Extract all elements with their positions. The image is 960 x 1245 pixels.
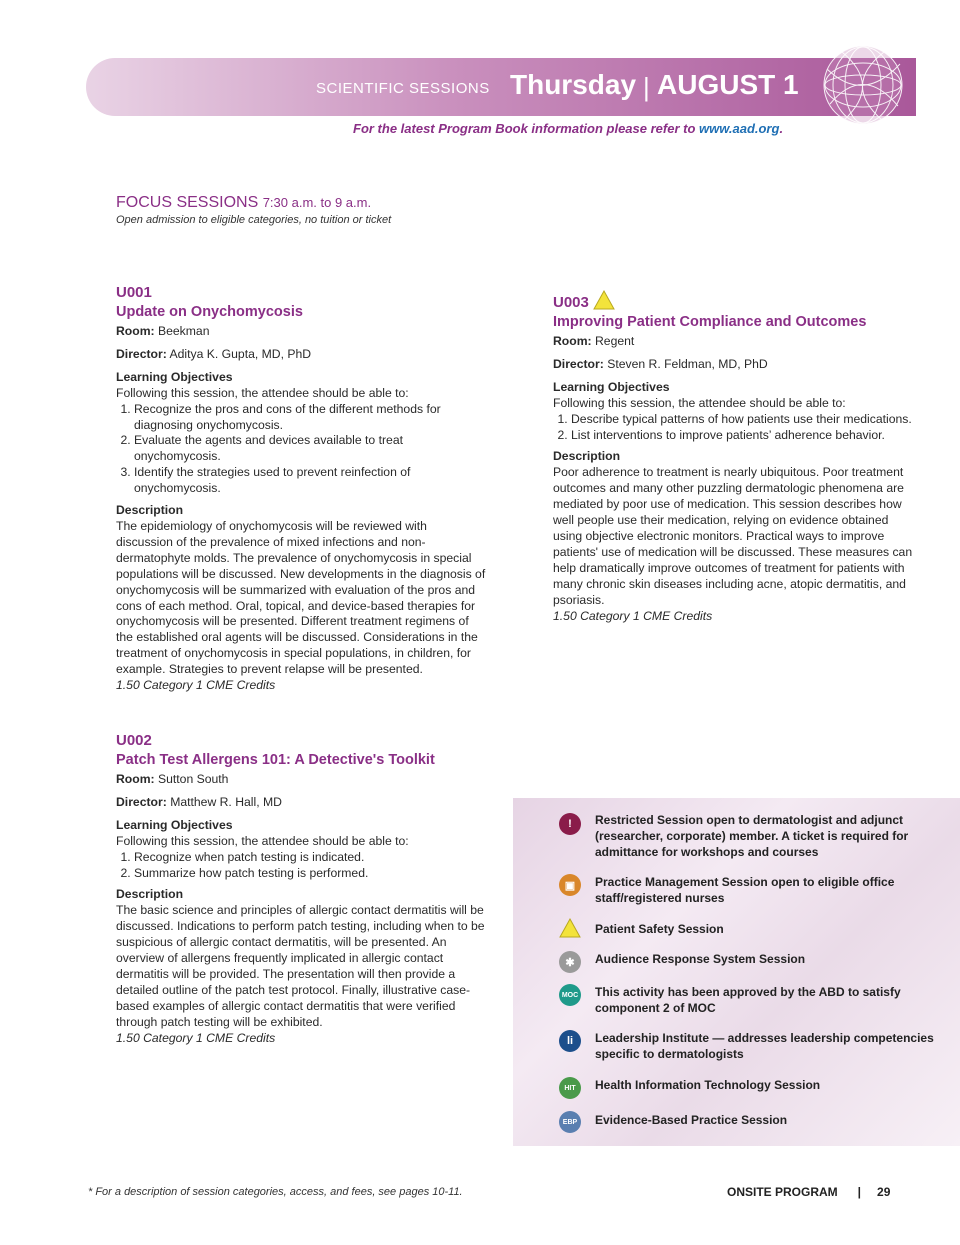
session-title: Update on Onychomycosis — [116, 304, 303, 320]
patient-safety-icon — [593, 290, 615, 310]
session-credits: 1.50 Category 1 CME Credits — [116, 1030, 276, 1045]
session-code: U003 — [553, 290, 919, 312]
description-heading: Description — [116, 887, 184, 902]
objectives-heading: Learning Objectives — [116, 817, 233, 832]
objectives-list — [116, 402, 486, 497]
session-credits: 1.50 Category 1 CME Credits — [553, 608, 713, 623]
focus-sessions-subtitle: Open admission to eligible categories, no tuition or ticket — [116, 214, 392, 226]
session-code: U002 — [116, 732, 152, 749]
moc-icon: MOC — [559, 984, 581, 1006]
objectives-heading: Learning Objectives — [116, 369, 233, 384]
session-room: Room: Sutton South — [116, 772, 229, 786]
globe-logo-icon — [822, 44, 904, 126]
session-u002 — [116, 731, 488, 1047]
session-u001 — [116, 283, 486, 694]
list-item: 2. Evaluate the agents and devices available to treat onychomycosis. — [134, 433, 486, 465]
session-code: U001 — [116, 284, 152, 301]
objectives-heading: Learning Objectives — [553, 379, 670, 394]
legend-item-evidence-based: Evidence-Based Practice Session — [595, 1113, 788, 1127]
session-director: Director: Steven R. Feldman, MD, PhD — [553, 356, 768, 371]
patient-safety-icon — [559, 918, 581, 938]
list-item: 1. Recognize when patch testing is indicated. — [134, 850, 488, 866]
list-item: 2. List interventions to improve patients’ adherence behavior. — [571, 428, 919, 444]
evidence-based-practice-icon: EBP — [559, 1111, 581, 1133]
legend-item-restricted: Restricted Session open to dermatologist and adjunct (researcher, corporate) member. A ticket is required for admittance for workshops and courses — [595, 813, 909, 859]
header-banner — [86, 58, 916, 116]
page-number: 29 — [877, 1185, 891, 1199]
session-director: Director: Matthew R. Hall, MD — [116, 794, 282, 809]
session-description: The basic science and principles of allergic contact dermatitis will be discussed. Indications to perform patch testing, including when to be suspicious of allergic contact dermatitis, will be presented. An overview of allergens frequently implicated in allergic contact dermatitis will be provided. The presentation will then provide a detailed outline of the patch test protocol. Finally, illustrative case-based examples of allergic contact dermatitis that were verified through patch testing will be exhibited. — [116, 903, 485, 1029]
header-separator: | — [643, 72, 650, 102]
session-u003 — [553, 290, 919, 624]
session-title: Improving Patient Compliance and Outcomes — [553, 314, 867, 330]
legend-item-health-it: Health Information Technology Session — [595, 1078, 821, 1092]
legend-item-patient-safety: Patient Safety Session — [595, 922, 724, 936]
footnote: * For a description of session categories, access, and fees, see pages 10-11. — [88, 1186, 463, 1198]
objectives-intro: Following this session, the attendee should be able to: — [116, 385, 409, 400]
list-item: 1. Recognize the pros and cons of the different methods for diagnosing onychomycosis. — [134, 402, 486, 434]
session-description: Poor adherence to treatment is nearly ubiquitous. Poor treatment outcomes and many other puzzling dermatologic phenomena are mediated by poor use of medication. This session describes how well people use their medication, relying on evidence obtained using objective electronic monitors. Practical ways to improve patients' use of medication will be discussed. These measures can help dramatically improve outcomes of treatment for patients with many chronic skin diseases including acne, atopic dermatitis, and psoriasis. — [553, 465, 913, 607]
legend-item-practice-management: Practice Management Session open to eligible office staff/registered nurses — [595, 875, 895, 905]
session-room: Room: Beekman — [116, 324, 210, 338]
session-description: The epidemiology of onychomycosis will be reviewed with discussion of the prevalence of mixed infections and non-dermatophyte molds. The prevalence of onychomycosis in special populations will be discussed. New developments in the diagnosis of onychomycosis will be summarized with evaluation of the pros and cons of each method. Oral, topical, and device-based therapies for onychomycosis will be presented. Different treatment regimens of the established oral agents will be discussed. Considerations in the treatment of onychomycosis in special populations, in children, for example. Strategies to prevent relapse will be presented. — [116, 518, 486, 677]
objectives-intro: Following this session, the attendee should be able to: — [116, 833, 409, 848]
day-label: Thursday — [510, 69, 637, 100]
date-label: AUGUST 1 — [657, 69, 799, 100]
list-item: 2. Summarize how patch testing is performed. — [134, 866, 488, 882]
session-title: Patch Test Allergens 101: A Detective's Toolkit — [116, 752, 435, 768]
description-heading: Description — [116, 503, 184, 518]
health-it-icon: HIT — [559, 1077, 581, 1099]
leadership-institute-icon: li — [559, 1030, 581, 1052]
focus-sessions-heading: FOCUS SESSIONS 7:30 a.m. to 9 a.m. — [116, 194, 372, 211]
objectives-intro: Following this session, the attendee should be able to: — [553, 395, 846, 410]
session-type-legend — [513, 798, 960, 1146]
audience-response-icon: ✱ — [559, 951, 581, 973]
practice-management-icon: ▣ — [559, 874, 581, 896]
list-item: 1. Describe typical patterns of how patients use their medications. — [571, 412, 919, 428]
objectives-list — [116, 850, 488, 882]
description-heading: Description — [553, 449, 621, 464]
legend-item-leadership: Leadership Institute — addresses leadership competencies specific to dermatologists — [595, 1031, 934, 1061]
footer-program: ONSITE PROGRAM | 29 — [727, 1185, 891, 1199]
focus-sessions-time: 7:30 a.m. to 9 a.m. — [262, 195, 372, 210]
objectives-list — [553, 412, 919, 444]
aad-link[interactable]: www.aad.org — [699, 121, 780, 136]
legend-item-moc: This activity has been approved by the ABD to satisfy component 2 of MOC — [595, 985, 901, 1015]
session-credits: 1.50 Category 1 CME Credits — [116, 678, 276, 693]
legend-item-audience-response: Audience Response System Session — [595, 952, 806, 966]
list-item: 3. Identify the strategies used to prevent reinfection of onychomycosis. — [134, 465, 486, 497]
program-notice: For the latest Program Book information please refer to www.aad.org. — [353, 121, 784, 136]
section-label: SCIENTIFIC SESSIONS — [316, 80, 490, 97]
session-room: Room: Regent — [553, 334, 635, 348]
restricted-session-icon: ! — [559, 813, 581, 835]
session-director: Director: Aditya K. Gupta, MD, PhD — [116, 346, 312, 361]
